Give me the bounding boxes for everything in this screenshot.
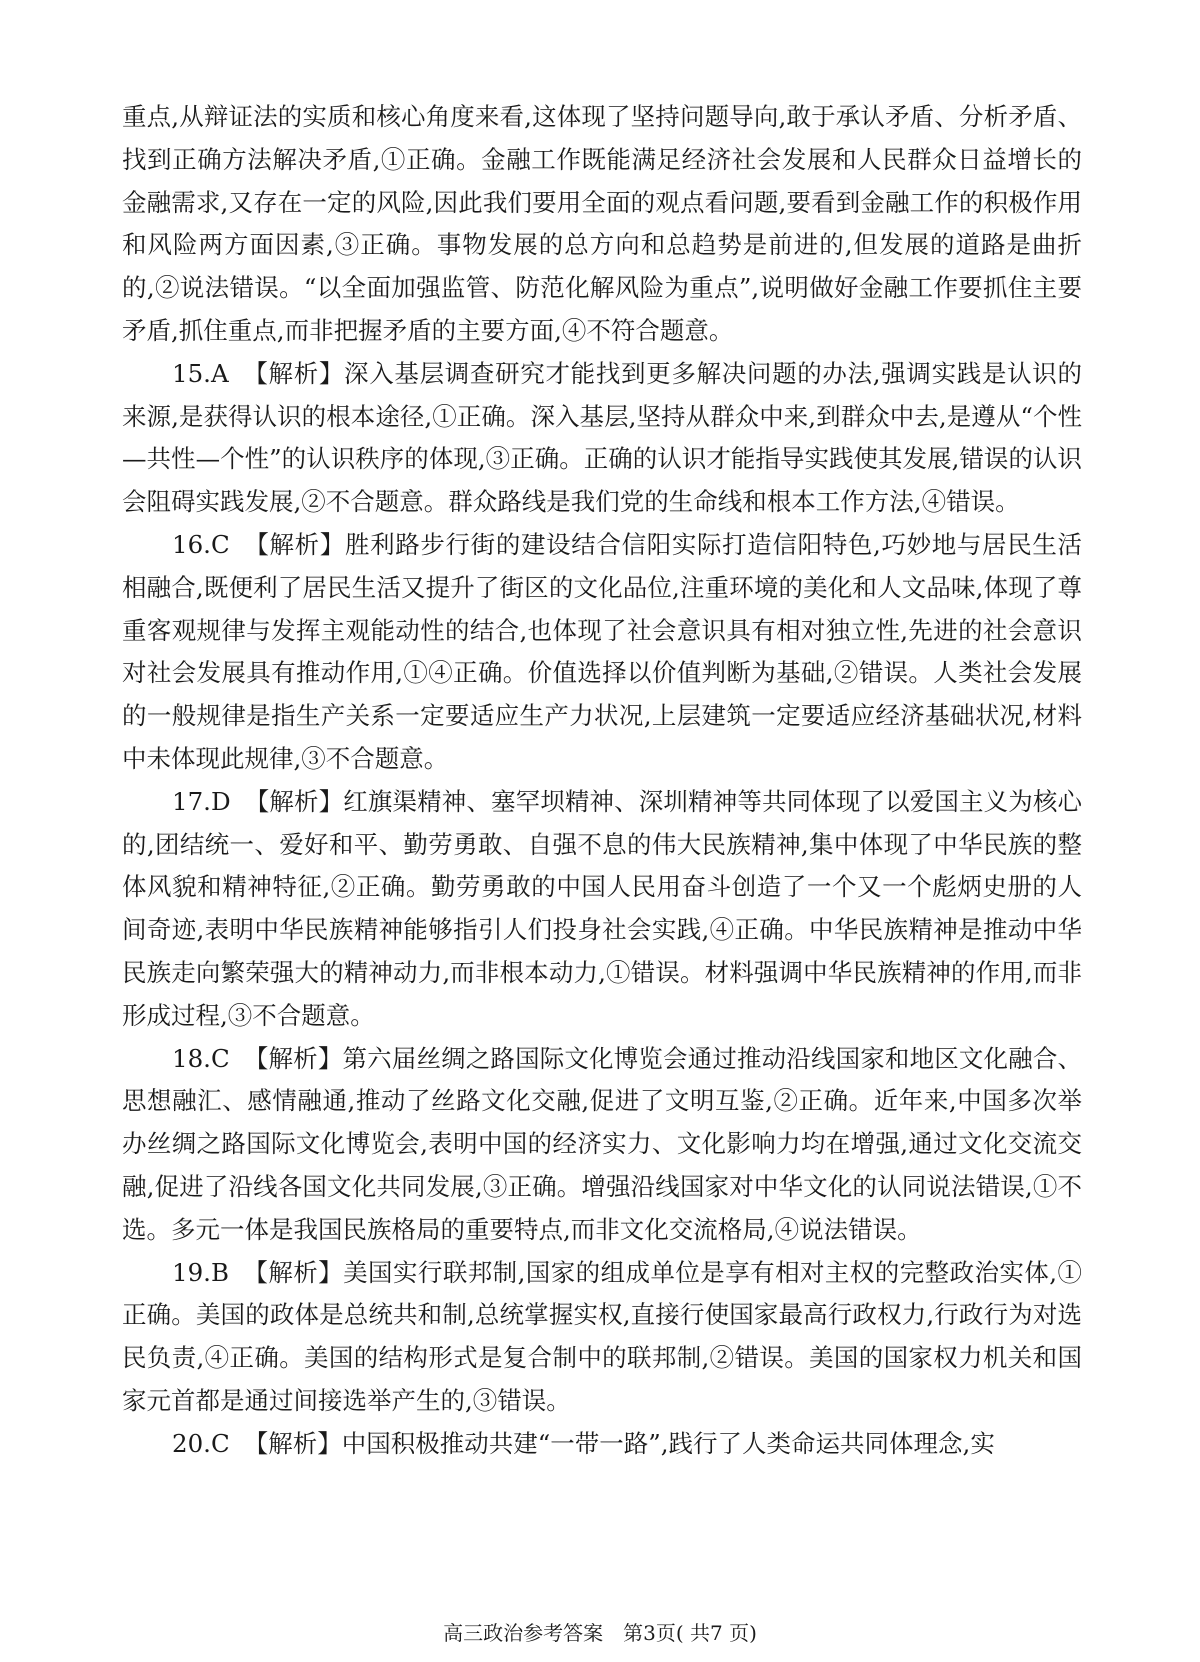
- answer-paragraph-20: [122, 1423, 1082, 1466]
- question-number: 15.A: [172, 358, 229, 388]
- paragraph-text: 【解析】胜利路步行街的建设结合信阳实际打造信阳特色,巧妙地与居民生活相融合,既便利了居民生活又提升了街区的文化品位,注重环境的美化和人文品味,体现了尊重客观规律与发挥主观能动性的结合,也体现了社会意识具有相对独立性,先进的社会意识对社会发展具有推动作用,①④正确。价值选择以价值判断为基础,②错误。人类社会发展的一般规律是指生产关系一定要适应生产力状况,上层建筑一定要适应经济基础状况,材料中未体现此规律,③不合题意。: [122, 529, 1082, 773]
- page-footer: 高三政治参考答案 第3页( 共7 页): [443, 1621, 757, 1645]
- question-number: 16.C: [172, 529, 230, 559]
- question-number: 19.B: [172, 1257, 229, 1287]
- answer-paragraph-17: [122, 781, 1082, 1038]
- question-number: 18.C: [172, 1043, 230, 1073]
- question-number: 20.C: [172, 1428, 230, 1458]
- paragraph-text: 【解析】红旗渠精神、塞罕坝精神、深圳精神等共同体现了以爱国主义为核心的,团结统一、爱好和平、勤劳勇敢、自强不息的伟大民族精神,集中体现了中华民族的整体风貌和精神特征,②正确。勤劳勇敢的中国人民用奋斗创造了一个又一个彪炳史册的人间奇迹,表明中华民族精神能够指引人们投身社会实践,④正确。中华民族精神是推动中华民族走向繁荣强大的精神动力,而非根本动力,①错误。材料强调中华民族精神的作用,而非形成过程,③不合题意。: [122, 786, 1083, 1030]
- question-number: 17.D: [172, 786, 231, 816]
- answer-body: [122, 96, 1082, 1466]
- answer-paragraph-16: [122, 524, 1082, 781]
- answer-paragraph-19: [122, 1252, 1082, 1423]
- answer-paragraph-14-continued: [122, 96, 1082, 353]
- paragraph-text: 【解析】深入基层调查研究才能找到更多解决问题的办法,强调实践是认识的来源,是获得认识的根本途径,①正确。深入基层,坚持从群众中来,到群众中去,是遵从“个性—共性—个性”的认识秩序的体现,③正确。正确的认识才能指导实践使其发展,错误的认识会阻碍实践发展,②不合题意。群众路线是我们党的生命线和根本工作方法,④错误。: [122, 358, 1082, 517]
- answer-paragraph-18: [122, 1038, 1082, 1252]
- answer-paragraph-15: [122, 353, 1082, 524]
- paragraph-text: 【解析】第六届丝绸之路国际文化博览会通过推动沿线国家和地区文化融合、思想融汇、感情融通,推动了丝路文化交融,促进了文明互鉴,②正确。近年来,中国多次举办丝绸之路国际文化博览会,表明中国的经济实力、文化影响力均在增强,通过文化交流交融,促进了沿线各国文化共同发展,③正确。增强沿线国家对中华文化的认同说法错误,①不选。多元一体是我国民族格局的重要特点,而非文化交流格局,④说法错误。: [122, 1043, 1082, 1244]
- paragraph-text: 重点,从辩证法的实质和核心角度来看,这体现了坚持问题导向,敢于承认矛盾、分析矛盾、找到正确方法解决矛盾,①正确。金融工作既能满足经济社会发展和人民群众日益增长的金融需求,又存在一定的风险,因此我们要用全面的观点看问题,要看到金融工作的积极作用和风险两方面因素,③正确。事物发展的总方向和总趋势是前进的,但发展的道路是曲折的,②说法错误。“以全面加强监管、防范化解风险为重点”,说明做好金融工作要抓住主要矛盾,抓住重点,而非把握矛盾的主要方面,④不符合题意。: [122, 102, 1082, 345]
- paragraph-text: 【解析】中国积极推动共建“一带一路”,践行了人类命运共同体理念,实: [243, 1428, 995, 1458]
- paragraph-text: 【解析】美国实行联邦制,国家的组成单位是享有相对主权的完整政治实体,①正确。美国的政体是总统共和制,总统掌握实权,直接行使国家最高行政权力,行政行为对选民负责,④正确。美国的结构形式是复合制中的联邦制,②错误。美国的国家权力机关和国家元首都是通过间接选举产生的,③错误。: [122, 1257, 1082, 1415]
